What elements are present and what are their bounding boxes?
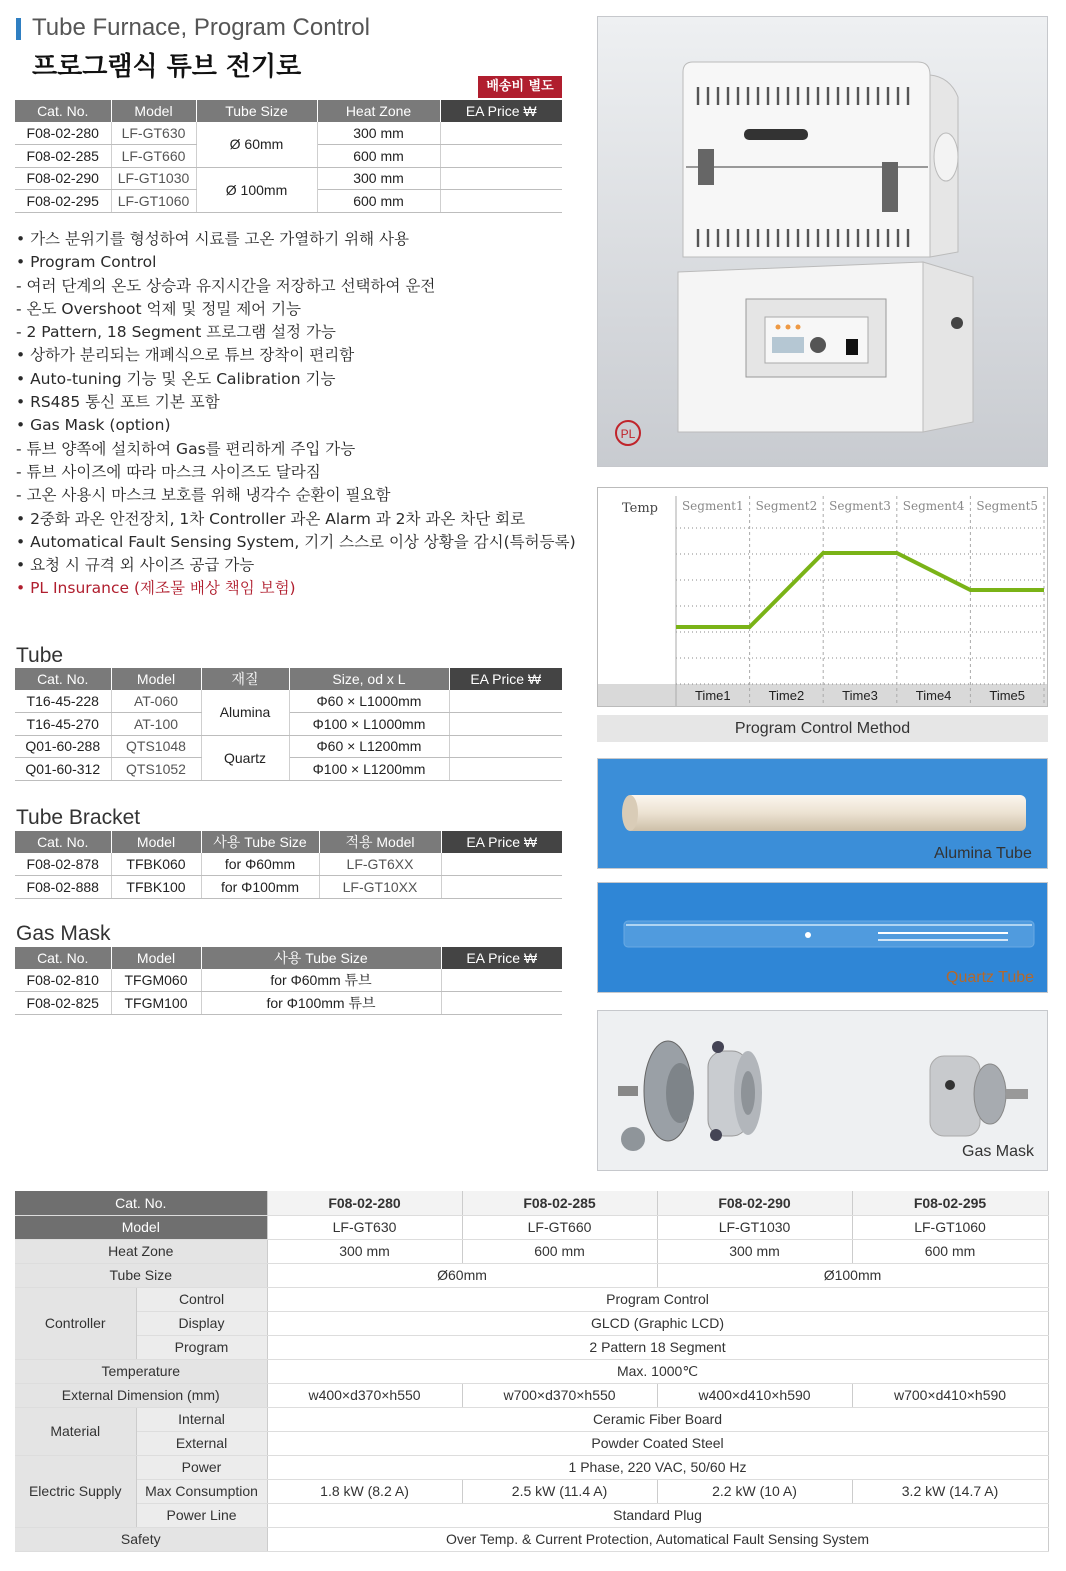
- col-size: Size, od x L: [289, 668, 449, 690]
- table-row: [15, 713, 562, 736]
- spec-power-line-label: Power Line: [136, 1503, 267, 1527]
- spec-table: [15, 1191, 1049, 1552]
- furnace-illustration: [598, 17, 1048, 467]
- material: Alumina: [201, 690, 289, 735]
- cat-no: F08-02-295: [15, 190, 111, 213]
- tube-section-title: Tube: [16, 644, 64, 667]
- feature-item: - 튜브 사이즈에 따라 마스크 사이즈도 달라짐: [16, 462, 321, 481]
- spec-cat: F08-02-285: [462, 1191, 657, 1215]
- table-row: [15, 876, 562, 899]
- spec-heat-zone: 600 mm: [462, 1239, 657, 1263]
- material: Quartz: [201, 735, 289, 780]
- spec-display-label: Display: [136, 1311, 267, 1335]
- spec-tube-size: Ø60mm: [267, 1263, 657, 1287]
- model: LF-GT660: [111, 145, 196, 168]
- cat-no: Q01-60-288: [15, 735, 111, 758]
- spec-program-label: Program: [136, 1335, 267, 1359]
- ea-price: [440, 122, 562, 145]
- applied-model: LF-GT10XX: [319, 876, 441, 899]
- feature-item: • 요청 시 규격 외 사이즈 공급 가능: [16, 556, 255, 575]
- table-row: [15, 992, 562, 1015]
- spec-max-consumption: 2.2 kW (10 A): [657, 1479, 852, 1503]
- col-heat-zone: Heat Zone: [317, 100, 440, 122]
- spec-heat-zone: 300 mm: [657, 1239, 852, 1263]
- cat-no: T16-45-228: [15, 690, 111, 713]
- model: LF-GT1030: [111, 167, 196, 190]
- alumina-tube-caption: Alumina Tube: [934, 845, 1032, 862]
- ea-price: [440, 145, 562, 168]
- chart-segment-label: Segment3: [829, 499, 891, 513]
- ea-price: [441, 992, 562, 1015]
- spec-program: 2 Pattern 18 Segment: [267, 1335, 1048, 1359]
- feature-item: - 고온 사용시 마스크 보호를 위해 냉각수 순환이 필요함: [16, 486, 391, 505]
- ea-price: [449, 690, 562, 713]
- model: TFBK060: [111, 853, 201, 876]
- spec-safety: Over Temp. & Current Protection, Automatical Fault Sensing System: [267, 1527, 1048, 1551]
- feature-item: - 2 Pattern, 18 Segment 프로그램 설정 가능: [16, 323, 336, 342]
- col-model: Model: [111, 947, 201, 969]
- cat-no: F08-02-810: [15, 969, 111, 992]
- model: QTS1048: [111, 735, 201, 758]
- table-row: [15, 690, 562, 713]
- spec-heat-zone-label: Heat Zone: [15, 1239, 267, 1263]
- table-row: [15, 969, 562, 992]
- spec-max-consumption-label: Max Consumption: [136, 1479, 267, 1503]
- model: TFGM100: [111, 992, 201, 1015]
- ea-price: [449, 758, 562, 781]
- spec-heat-zone: 300 mm: [267, 1239, 462, 1263]
- table-row: [15, 735, 562, 758]
- spec-external-label: External: [136, 1431, 267, 1455]
- col-cat-no: Cat. No.: [15, 947, 111, 969]
- program-chart: [597, 487, 1048, 707]
- table-row: [15, 853, 562, 876]
- tube-size: for Φ100mm 튜브: [201, 992, 441, 1015]
- col-ea-price: EA Price ₩: [449, 668, 562, 690]
- chart-segment-label: Segment5: [976, 499, 1039, 513]
- size: Φ60 × L1200mm: [289, 735, 449, 758]
- spec-model: LF-GT1030: [657, 1215, 852, 1239]
- spec-cat: F08-02-295: [852, 1191, 1048, 1215]
- spec-max-consumption: 1.8 kW (8.2 A): [267, 1479, 462, 1503]
- spec-control-label: Control: [136, 1287, 267, 1311]
- spec-dimension: w400×d410×h590: [657, 1383, 852, 1407]
- feature-item-pl-insurance: • PL Insurance (제조물 배상 책임 보험): [16, 579, 296, 598]
- tube-size: for Φ60mm: [201, 853, 319, 876]
- cat-no: F08-02-280: [15, 122, 111, 145]
- spec-control: Program Control: [267, 1287, 1048, 1311]
- spec-cat: F08-02-280: [267, 1191, 462, 1215]
- spec-dimension: w700×d410×h590: [852, 1383, 1048, 1407]
- model: AT-100: [111, 713, 201, 736]
- tube-size: Ø 100mm: [196, 167, 317, 212]
- feature-item: • Gas Mask (option): [16, 416, 171, 435]
- spec-controller-label: Controller: [15, 1287, 136, 1359]
- spec-temperature-label: Temperature: [15, 1359, 267, 1383]
- cat-no: F08-02-290: [15, 167, 111, 190]
- spec-heat-zone: 600 mm: [852, 1239, 1048, 1263]
- col-ea-price: EA Price ₩: [441, 831, 562, 853]
- table-header-row: [15, 947, 562, 969]
- cat-no: T16-45-270: [15, 713, 111, 736]
- feature-item: • Program Control: [16, 253, 157, 272]
- spec-dimension: w700×d370×h550: [462, 1383, 657, 1407]
- col-ea-price: EA Price ₩: [440, 100, 562, 122]
- chart-time-label: Time2: [768, 688, 805, 703]
- model: LF-GT1060: [111, 190, 196, 213]
- heat-zone: 600 mm: [317, 145, 440, 168]
- feature-list: [16, 228, 576, 601]
- col-model: Model: [111, 668, 201, 690]
- spec-cat-label: Cat. No.: [15, 1191, 267, 1215]
- cat-no: F08-02-825: [15, 992, 111, 1015]
- temperature-profile-line: [676, 553, 1044, 627]
- model: TFBK100: [111, 876, 201, 899]
- bracket-table: [15, 831, 562, 899]
- chart-time-label: Time1: [694, 688, 731, 703]
- chart-caption: Program Control Method: [597, 715, 1048, 742]
- bracket-section-title: Tube Bracket: [16, 806, 141, 829]
- heat-zone: 300 mm: [317, 122, 440, 145]
- spec-power: 1 Phase, 220 VAC, 50/60 Hz: [267, 1455, 1048, 1479]
- spec-internal: Ceramic Fiber Board: [267, 1407, 1048, 1431]
- feature-item: - 온도 Overshoot 억제 및 정밀 제어 기능: [16, 299, 302, 318]
- spec-internal-label: Internal: [136, 1407, 267, 1431]
- table-row: [15, 122, 562, 145]
- spec-display: GLCD (Graphic LCD): [267, 1311, 1048, 1335]
- title-accent-bar: [16, 18, 21, 40]
- spec-power-line: Standard Plug: [267, 1503, 1048, 1527]
- model: LF-GT630: [111, 122, 196, 145]
- chart-segment-label: Segment2: [755, 499, 818, 513]
- col-cat-no: Cat. No.: [15, 100, 111, 122]
- spec-dimension-label: External Dimension (mm): [15, 1383, 267, 1407]
- tube-size: for Φ60mm 튜브: [201, 969, 441, 992]
- spec-max-consumption: 2.5 kW (11.4 A): [462, 1479, 657, 1503]
- spec-tube-size-label: Tube Size: [15, 1263, 267, 1287]
- feature-item: • 가스 분위기를 형성하여 시료를 고온 가열하기 위해 사용: [16, 230, 409, 248]
- spec-power-label: Power: [136, 1455, 267, 1479]
- spec-dimension: w400×d370×h550: [267, 1383, 462, 1407]
- chart-time-label: Time5: [989, 688, 1026, 703]
- table-header-row: [15, 100, 562, 122]
- table-row: [15, 758, 562, 781]
- feature-item: • RS485 통신 포트 기본 포함: [16, 393, 220, 412]
- feature-item: - 튜브 양쪽에 설치하여 Gas를 편리하게 주입 가능: [16, 439, 356, 458]
- ea-price: [449, 735, 562, 758]
- heat-zone: 600 mm: [317, 190, 440, 213]
- heat-zone: 300 mm: [317, 167, 440, 190]
- feature-item: • Auto-tuning 기능 및 온도 Calibration 기능: [16, 369, 336, 388]
- shipping-badge: 배송비 별도: [478, 76, 562, 98]
- col-material: 재질: [201, 668, 289, 690]
- col-tube-size: 사용 Tube Size: [201, 947, 441, 969]
- program-chart-svg: [598, 488, 1047, 706]
- ea-price: [449, 713, 562, 736]
- size: Φ100 × L1000mm: [289, 713, 449, 736]
- chart-y-label: Temp: [622, 501, 659, 516]
- gas-mask-caption: Gas Mask: [962, 1143, 1035, 1160]
- cat-no: F08-02-888: [15, 876, 111, 899]
- col-tube-size: 사용 Tube Size: [201, 831, 319, 853]
- model: TFGM060: [111, 969, 201, 992]
- table-header-row: [15, 668, 562, 690]
- spec-external: Powder Coated Steel: [267, 1431, 1048, 1455]
- ea-price: [441, 853, 562, 876]
- furnace-photo: [597, 16, 1048, 467]
- table-header-row: [15, 831, 562, 853]
- size: Φ100 × L1200mm: [289, 758, 449, 781]
- chart-time-label: Time3: [842, 688, 878, 703]
- col-cat-no: Cat. No.: [15, 831, 111, 853]
- col-applied-model: 적용 Model: [319, 831, 441, 853]
- ea-price: [441, 876, 562, 899]
- tube-table: [15, 668, 562, 781]
- chart-time-label: Time4: [915, 688, 952, 703]
- spec-electric-label: Electric Supply: [15, 1455, 136, 1527]
- product-table: [15, 100, 562, 213]
- ea-price: [440, 167, 562, 190]
- gasmask-section-title: Gas Mask: [16, 922, 111, 945]
- feature-item: • 2중화 과온 안전장치, 1차 Controller 과온 Alarm 과 2차 과온 차단 회로: [16, 509, 526, 528]
- feature-item: • Automatical Fault Sensing System, 기기 스스로 이상 상황을 감시(특허등록): [16, 532, 576, 551]
- col-cat-no: Cat. No.: [15, 668, 111, 690]
- table-row: [15, 167, 562, 190]
- quartz-tube-caption: Quartz Tube: [946, 969, 1035, 986]
- spec-tube-size: Ø100mm: [657, 1263, 1048, 1287]
- col-ea-price: EA Price ₩: [441, 947, 562, 969]
- ea-price: [440, 190, 562, 213]
- col-model: Model: [111, 100, 196, 122]
- page-title-ko: 프로그램식 튜브 전기로: [32, 52, 302, 82]
- page-title-en: Tube Furnace, Program Control: [32, 14, 370, 41]
- spec-material-label: Material: [15, 1407, 136, 1455]
- size: Φ60 × L1000mm: [289, 690, 449, 713]
- spec-model-label: Model: [15, 1215, 267, 1239]
- spec-temperature: Max. 1000℃: [267, 1359, 1048, 1383]
- chart-segment-label: Segment4: [902, 499, 965, 513]
- cat-no: F08-02-285: [15, 145, 111, 168]
- model: AT-060: [111, 690, 201, 713]
- tube-size: for Φ100mm: [201, 876, 319, 899]
- col-tube-size: Tube Size: [196, 100, 317, 122]
- chart-segment-label: Segment1: [681, 499, 744, 513]
- col-model: Model: [111, 831, 201, 853]
- spec-model: LF-GT630: [267, 1215, 462, 1239]
- pl-mark: PL: [620, 427, 636, 441]
- ea-price: [441, 969, 562, 992]
- applied-model: LF-GT6XX: [319, 853, 441, 876]
- tube-size: Ø 60mm: [196, 122, 317, 167]
- spec-max-consumption: 3.2 kW (14.7 A): [852, 1479, 1048, 1503]
- cat-no: F08-02-878: [15, 853, 111, 876]
- spec-cat: F08-02-290: [657, 1191, 852, 1215]
- feature-item: • 상하가 분리되는 개폐식으로 튜브 장착이 편리함: [16, 346, 355, 365]
- model: QTS1052: [111, 758, 201, 781]
- spec-model: LF-GT660: [462, 1215, 657, 1239]
- feature-item: - 여러 단계의 온도 상승과 유지시간을 저장하고 선택하여 운전: [16, 276, 436, 295]
- gasmask-table: [15, 947, 562, 1015]
- spec-safety-label: Safety: [15, 1527, 267, 1551]
- spec-model: LF-GT1060: [852, 1215, 1048, 1239]
- cat-no: Q01-60-312: [15, 758, 111, 781]
